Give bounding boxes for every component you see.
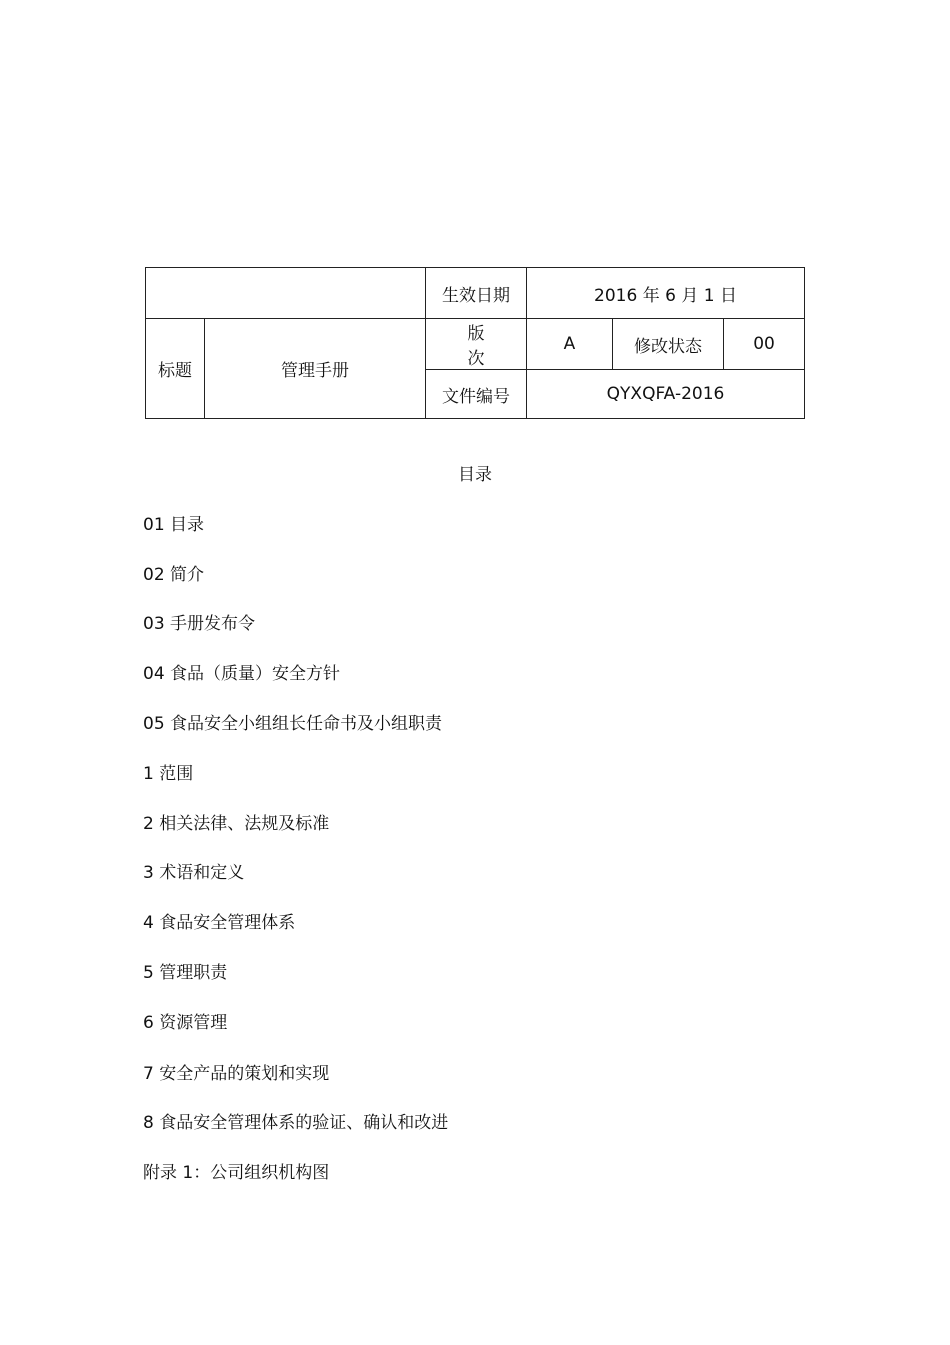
edition-value: A: [527, 319, 613, 370]
toc-item: 2 相关法律、法规及标准: [143, 814, 330, 834]
title-label: 标题: [146, 319, 205, 419]
title-value: 管理手册: [205, 319, 426, 419]
blank-cell: [146, 268, 426, 319]
document-header-table: [145, 267, 805, 419]
edition-label: 版 次: [426, 319, 527, 370]
toc-item: 02 简介: [143, 565, 205, 585]
toc-item: 1 范围: [143, 764, 194, 784]
toc-item: 03 手册发布令: [143, 614, 256, 634]
toc-item: 7 安全产品的策划和实现: [143, 1064, 330, 1084]
toc-item: 01 目录: [143, 515, 205, 535]
doc-number-value: QYXQFA-2016: [527, 370, 805, 419]
toc-item: 6 资源管理: [143, 1013, 228, 1033]
doc-number-label: 文件编号: [426, 370, 527, 419]
toc-item: 04 食品（质量）安全方针: [143, 664, 341, 684]
toc-item: 5 管理职责: [143, 963, 228, 983]
toc-item: 8 食品安全管理体系的验证、确认和改进: [143, 1113, 449, 1133]
effective-date-label: 生效日期: [426, 268, 527, 319]
toc-item: 05 食品安全小组组长任命书及小组职责: [143, 714, 443, 734]
revision-value: 00: [724, 319, 805, 370]
toc-item: 附录 1：公司组织机构图: [143, 1163, 330, 1183]
toc-title: 目录: [458, 465, 492, 485]
toc-item: 4 食品安全管理体系: [143, 913, 296, 933]
toc-item: 3 术语和定义: [143, 863, 245, 883]
effective-date-value: 2016 年 6 月 1 日: [527, 268, 805, 319]
revision-label: 修改状态: [613, 319, 724, 370]
